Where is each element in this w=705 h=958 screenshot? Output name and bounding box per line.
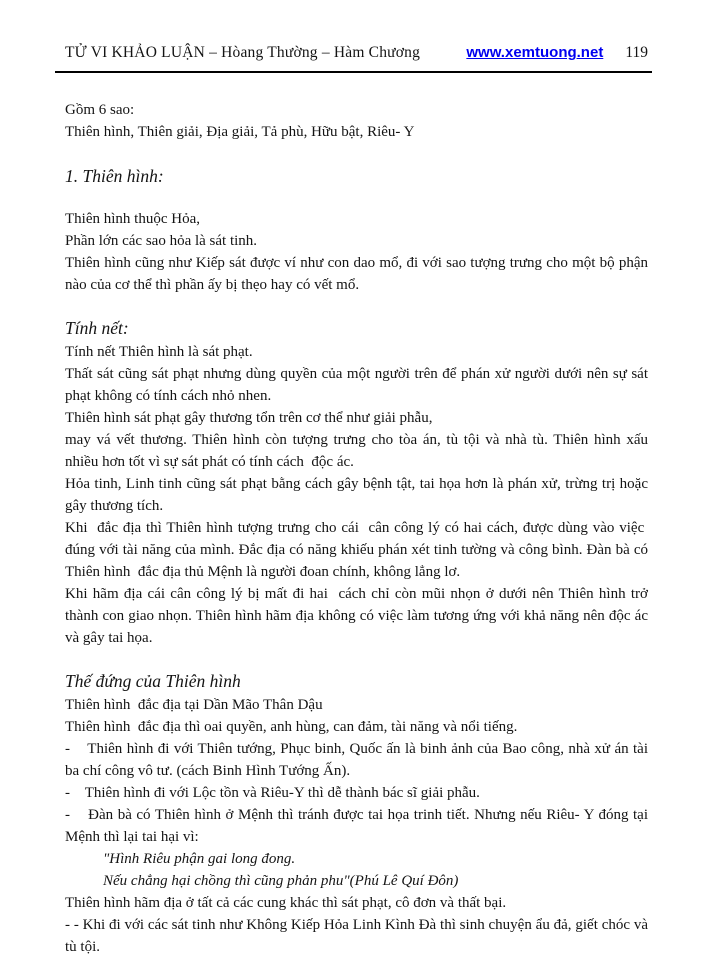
section-heading-tinh-net: Tính nết: [65,318,129,338]
header-title: TỬ VI KHẢO LUẬN – Hòang Thường – Hàm Chương [65,44,421,61]
verse-quote-line: "Hình Riêu phận gai long đong. [103,851,296,867]
body-paragraph: Hỏa tinh, Linh tinh cũng sát phạt bằng cách gây bệnh tật, tai họa hơn là phán xử, trừng trị hoặc gây thương tích. [65,476,648,514]
page-number: 119 [625,44,648,61]
body-paragraph: Khi đắc địa thì Thiên hình tượng trưng cho cái cân công lý có hai cách, được dùng vào việc đúng với tài năng của mình. Đắc địa có năng khiếu phán xét tinh tường và công bình. Đàn bà có Thiên hình đắc địa thủ Mệnh là người đoan chính, không lẳng lơ. [65,520,648,580]
section-heading-the-dung: Thế đứng của Thiên hình [65,671,241,691]
body-line: Thiên hình sát phạt gây thương tổn trên cơ thể như giải phẫu, [65,410,433,426]
body-paragraph: Thất sát cũng sát phạt nhưng dùng quyền của một người trên để phán xử người dưới nên sự sát phạt không có tính cách nhỏ nhen. [65,366,648,404]
verse-quote-line: Nếu chẳng hại chồng thì cũng phản phu"(Phú Lê Quí Đôn) [103,873,459,889]
dash-bullet-paragraph: - Thiên hình đi với Thiên tướng, Phục binh, Quốc ấn là binh ảnh của Bao công, nhà xử án tài ba chí công vô tư. (cách Binh Hình Tướng Ấn). [65,741,648,779]
section-heading-thien-hinh: 1. Thiên hình: [65,166,164,186]
header-website-link[interactable]: www.xemtuong.net [466,44,604,61]
body-paragraph: may vá vết thương. Thiên hình còn tượng trưng cho tòa án, tù tội và nhà tù. Thiên hình xấu nhiều hơn tốt vì sự sát phát có tính cách độc ác. [65,432,648,470]
body-line: Thiên hình đắc địa tại Dần Mão Thân Dậu [65,697,323,713]
document-body [65,99,648,958]
body-line: Tính nết Thiên hình là sát phạt. [65,344,253,360]
dash-bullet-line: - Thiên hình đi với Lộc tồn và Riêu-Y thì dễ thành bác sĩ giải phẫu. [65,785,480,801]
body-paragraph: Khi hãm địa cái cân công lý bị mất đi hai cách chỉ còn mũi nhọn ở dưới nên Thiên hình trở thành con giao nhọn. Thiên hình hãm địa không có việc làm tương ứng với khả năng nên độc ác và gây tai họa. [65,586,648,646]
body-line: Thiên hình thuộc Hỏa, [65,211,200,227]
intro-line: Gồm 6 sao: [65,102,135,118]
body-line: Thiên hình hãm địa ở tất cả các cung khác thì sát phạt, cô đơn và thất bại. [65,895,507,911]
dash-bullet-paragraph: - Đàn bà có Thiên hình ở Mệnh thì tránh được tai họa trinh tiết. Nhưng nếu Riêu- Y đóng tại Mệnh thì lại tai hại vì: [65,807,648,845]
body-line: Thiên hình đắc địa thì oai quyền, anh hùng, can đảm, tài năng và nổi tiếng. [65,719,518,735]
star-list-line: Thiên hình, Thiên giải, Địa giải, Tả phù, Hữu bật, Riêu- Y [65,124,415,140]
body-line: Phần lớn các sao hỏa là sát tinh. [65,233,258,249]
body-paragraph: Thiên hình cũng như Kiếp sát được ví như con dao mổ, đi với sao tượng trưng cho một bộ phận nào của cơ thể thì phần ấy bị thẹo hay có vết mổ. [65,255,648,293]
header-rule [55,71,652,73]
page-header [65,0,648,62]
body-paragraph: - - Khi đi với các sát tinh như Không Kiếp Hỏa Linh Kình Đà thì sinh chuyện ẩu đả, giết chóc và tù tội. [65,917,648,955]
